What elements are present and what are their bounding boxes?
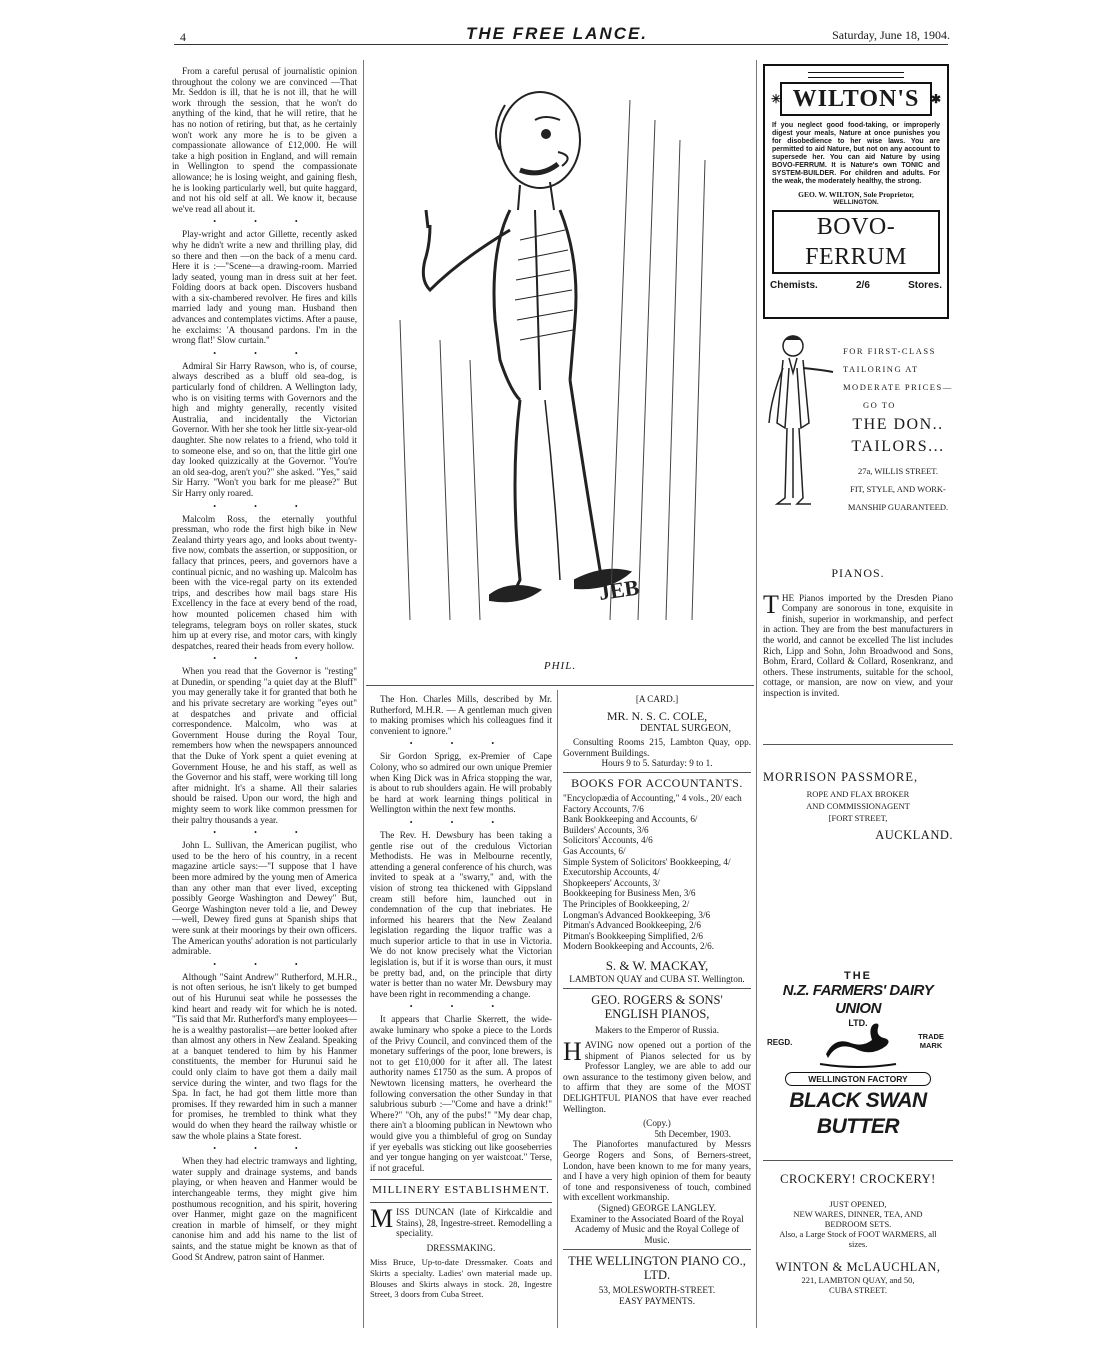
cartoon [370, 60, 750, 680]
pianos-title: PIANOS. [831, 568, 885, 580]
column-rule [363, 60, 364, 1328]
morrison-line-2: AND COMMISSIONAGENT [806, 801, 910, 811]
dropcap: T [763, 589, 779, 619]
tailor-figure-illustration [763, 328, 843, 518]
newspaper-title: THE FREE LANCE. [465, 24, 649, 43]
star-icon: ✱ [930, 92, 942, 106]
cartoon-signature: JEB [597, 574, 641, 605]
crockery-title: CROCKERY! CROCKERY! [780, 1172, 936, 1186]
separator: • • • [213, 654, 316, 664]
books-title: BOOKS FOR ACCOUNTANTS. [571, 775, 743, 790]
card-label: [A CARD.] [635, 694, 679, 704]
paragraph-mills: The Hon. Charles Mills, described by Mr. Rutherford, M.H.R. — A gentleman much given to making promises which his colleagues find it convenient to ignore." [370, 694, 552, 736]
winton-name: WINTON & McLAUCHLAN, [775, 1260, 941, 1274]
pianos-body: HE Pianos imported by the Dresden Piano Company are sonorous in tone, exquisite in finish, superior in workmanship, and perfect in action. They are from the best manufacturers in the world, and cannot be excelled The list includes Rich, Lipp and Sohn, John Broadwood and Sons, Bohm, Erard, Collard & Collard, Rosenkranz, and others. These instruments, suitable for the school, cottage, or mansion, are now on view, and your inspection is invited. [763, 592, 953, 698]
morrison-line-3: [FORT STREET, [828, 813, 888, 823]
issue-date: Saturday, June 18, 1904. [832, 28, 950, 42]
don-line-2: TAILORING AT [843, 364, 919, 374]
millinery-title: MILLINERY ESTABLISHMENT. [372, 1184, 550, 1197]
copy-role: Examiner to the Associated Board of the Royal Academy of Music and the Royal College of Music. [570, 1213, 744, 1245]
don-tailors-ad [763, 328, 953, 518]
book-item: Solicitors' Accounts, 4/6 [563, 835, 653, 846]
paragraph-sullivan: John L. Sullivan, the American pugilist, who used to be the hero of his country, in a recent magazine article says:—"I suppose that I have been more admired by the young men of America than any other man that ever lived, excepting possibly George Washington and Dewey" But, George Washington never told a lie, and Dewey—well, Dewey fired guns at Spanish ships that were sunk at their moorings by their own officers. The American youths' adoration is not particularly admirable. [172, 840, 357, 957]
wpc-payments: EASY PAYMENTS. [618, 1295, 696, 1306]
paragraph-rawson: Admiral Sir Harry Rawson, who is, of course, always described as a bluff old sea-dog, is particularly fond of children. A Wellington lady, who is on visiting terms with Governors and the high and mighty generally, recently visited Australia, and incidentally the Victorian Governor. With her she took her little six-year-old daughter. She now relates to a friend, who told it to someone else, and so on, that the little girl one day looked quizzically at the Governor. "You're an old sea-dog, aren't you?" she asked. "Yes," said Sir Harry. "Won't you bark for me please?" But Sir Harry only roared. [172, 360, 357, 498]
don-address: 27a, WILLIS STREET. [858, 466, 938, 476]
paragraph-sprigg: Sir Gordon Sprigg, ex-Premier of Cape Colony, who so admired our own unique Premier when King Dick was in Africa stopping the war, is about to rub shoulders again. He will probably be hard at work learning things political in Wellington within the next few months. [370, 751, 552, 815]
ornament-rule [808, 72, 904, 78]
dressmaking-title: DRESSMAKING. [426, 1242, 496, 1253]
separator: • • • [409, 739, 513, 749]
separator: • • • [213, 348, 316, 358]
card-title: DENTAL SURGEON, [639, 722, 731, 734]
section-rule [366, 685, 754, 686]
dropcap: H [563, 1037, 582, 1067]
books-list [563, 793, 751, 952]
crockery-line-1: JUST OPENED, [829, 1199, 887, 1209]
wiltons-city: WELLINGTON. [833, 199, 879, 206]
card-name: MR. N. S. C. COLE, [606, 708, 708, 723]
don-line-4: GO TO [863, 400, 896, 410]
separator: • • • [213, 501, 316, 511]
separator: • • • [213, 1144, 316, 1154]
don-name [843, 414, 953, 458]
section-rule [763, 1160, 953, 1161]
separator: • • • [409, 817, 513, 827]
don-line-1: FOR FIRST-CLASS [843, 346, 936, 356]
cartoon-illustration [370, 60, 750, 680]
book-item: Bank Bookkeeping and Accounts, 6/ [563, 814, 698, 825]
bovo-price: 2/6 [855, 280, 870, 291]
header-rule [174, 44, 948, 45]
book-item: Longman's Advanced Bookkeeping, 3/6 [563, 909, 711, 920]
don-text [843, 342, 953, 414]
wpc-address: 53, MOLESWORTH-STREET. [598, 1285, 716, 1296]
crockery-line-2: NEW WARES, DINNER, TEA, AND BEDROOM SETS. [793, 1209, 923, 1229]
don-line-3: MODERATE PRICES— [843, 382, 953, 392]
column-rule [557, 690, 558, 1328]
don-line-6: MANSHIP GUARANTEED. [847, 502, 949, 512]
wpc-name: THE WELLINGTON PIANO CO., LTD. [568, 1254, 746, 1283]
butter-ad [763, 970, 953, 1138]
column-1 [172, 66, 357, 1330]
book-item: Executorship Accounts, 4/ [563, 867, 660, 878]
butter-union: N.Z. FARMERS' DAIRY UNION [782, 982, 934, 1017]
book-item: Shopkeepers' Accounts, 3/ [563, 877, 660, 888]
morrison-name: MORRISON PASSMORE, [763, 770, 919, 784]
book-item: Bookkeeping for Business Men, 3/6 [563, 888, 696, 899]
pianos-text [763, 589, 953, 699]
book-item: Factory Accounts, 7/6 [563, 803, 644, 814]
swan-icon [818, 1020, 898, 1070]
morrison-city: AUCKLAND. [875, 828, 953, 842]
dropcap: M [370, 1203, 394, 1233]
bovo-chemists: Chemists. [770, 280, 818, 291]
cartoon-caption: PHIL. [543, 660, 577, 672]
don-line-5: FIT, STYLE, AND WORK- [850, 484, 946, 494]
section-rule [763, 744, 953, 745]
book-item: Simple System of Solicitors' Bookkeeping, 4/ [563, 856, 731, 867]
card-body: Consulting Rooms 215, Lambton Quay, opp. Government Buildings. [563, 737, 751, 758]
copy-label: (Copy.) [643, 1118, 671, 1129]
book-item: Modern Bookkeeping and Accounts, 2/6. [563, 941, 715, 952]
paragraph-seddon: From a careful perusal of journalistic opinion throughout the colony we are convinced —That Mr. Seddon is ill, that he is not ill, that he will work through the session, that he won't do anything of the kind, that he will retire, that he has no notion of retiring, but that, as he certainly won't work any more he is to be given a compassionate allowance of £12,000. He will take a high position in England, and will remain in Wellington to spend the compassionate allowance; he is losing weight, and gaining flesh, he is looking particularly well, but quite haggard, and not his old self at all. We know it, because we've read all about it. [172, 66, 357, 214]
butter-brand: BLACK SWAN BUTTER [789, 1089, 927, 1138]
bovo-title: BOVO-FERRUM [772, 210, 940, 274]
wiltons-proprietor: GEO. W. WILTON, Sole Proprietor, [798, 190, 914, 199]
butter-factory: WELLINGTON FACTORY [785, 1072, 931, 1086]
rogers-body: AVING now opened out a portion of the shipment of Pianos selected for us by Professor Langley, we are able to add our own assurance to the testimony given below, and to affirm that they are some of the MOST DELIGHTFUL PIANOS that have ever reached Wellington. [563, 1040, 751, 1114]
paragraph-dewsbury: The Rev. H. Dewsbury has been taking a gentle rise out of the credulous Victorian Methodists. He was in Melbourne recently, attending a general conference of his church, was invited to speak at a "swarry," and, with the vision of strong tea thickened with Gippsland cream still before him, launched out in condemnation of the cup that inebriates. He informed his hearers that the New Zealand legislation regarding the liquor traffic was a much superior article to that in use in Victoria. We do not know precisely what the Victorian legislation is, but if it is worse than ours, it must be pretty bad, and, on the principle that dirty water is better than no water Mr. Dewsbury may have been right in recommending a change. [370, 829, 552, 999]
rogers-ad [563, 1037, 751, 1114]
column-3 [563, 694, 751, 1334]
butter-trademark: TRADE MARK [918, 1032, 944, 1050]
page-number: 4 [180, 30, 186, 44]
column-2 [370, 694, 552, 1334]
crockery-line-3: Also, a Large Stock of FOOT WARMERS, all sizes. [779, 1229, 937, 1249]
card-hours: Hours 9 to 5. Saturday: 9 to 1. [601, 758, 713, 769]
don-name-1: THE DON.. [852, 416, 944, 433]
paragraph-skerrett: It appears that Charlie Skerrett, the wide-awake luminary who spoke a piece to the Lords of the Privy Council, and convinced them of the monetary sufferings of the poor, lone brewers, is not to get £10,000 for it after all. The latest authority names £1750 as the sum. A propos of Newtown licensing matters, he overheard the following conversation the other Sunday in that salubrious suburb :—"Come and have a drink!" Where?" "Oh, any of the pubs!" "My dear chap, there ain't a blooming publican in Newtown who would give you a thimbleful of grog on Sunday if yer eyeballs was sticking out like gooseberries and yer tongue hanging on yer waistcoat." Terse, if not graceful. [370, 1014, 552, 1173]
separator: • • • [213, 217, 316, 227]
millinery-ad [370, 1203, 552, 1239]
don-footer [843, 462, 953, 516]
crockery-ad [763, 1172, 953, 1295]
copy-date: 5th December, 1903. [654, 1128, 731, 1139]
section-rule [563, 1249, 751, 1250]
wiltons-title: WILTON'S [792, 86, 920, 112]
star-icon: ✳ [771, 92, 783, 106]
column-rule [756, 60, 757, 1328]
mackay-name: S. & W. MACKAY, [605, 957, 709, 973]
copy-signature: (Signed) GEORGE LANGLEY. [598, 1202, 716, 1213]
book-item: Gas Accounts, 6/ [563, 845, 626, 856]
butter-ltd: LTD. [848, 1018, 868, 1028]
paragraph-gillette: Play-wright and actor Gillette, recently asked why he didn't write a new and thrilling play, did so there and then —on the back of a menu card. Here it is :—"Scene—a drawing-room. Married lady seated, young man in dress suit at her feet. Folding doors at back open. Discovers husband with a six-chambered revolver. He fires and kills married lady and young man. Husband then advances and contemplates victims. After a pause, he exclaims: 'A thousand pardons. I'm in the wrong flat!' Slow curtain." [172, 229, 357, 346]
bovo-footer [768, 280, 944, 291]
paragraph-hanmer: When they had electric tramways and lighting, water supply and drainage systems, and bands playing, or when heaven and Hanmer would be interchangeable terms, they might give him posthumous recognition, and his spirit, hovering over Hanmer, might gaze on the magnificent creation in marble of himself, or they might canonise him and add his name to the list of saints, and the statue might be known as that of Good St Andrew, patron saint of Hanmer. [172, 1156, 357, 1262]
butter-the: THE [844, 970, 872, 982]
morrison-ad [763, 770, 953, 842]
book-item: Pitman's Advanced Bookkeeping, 2/6 [563, 920, 701, 931]
wiltons-body: If you neglect good food-taking, or improperly digest your meals, Nature at once punishes you for disobedience to her wise laws. You are permitted to aid Nature, but not on any account to supersede her. You can aid Nature by using BOVO-FERRUM. It is Nature's own TONIC and SYSTEM-BUILDER. For children and adults. For the weak, the moderately healthy, the strong. [772, 122, 940, 185]
separator: • • • [409, 1002, 513, 1012]
book-item: "Encyclopædia of Accounting," 4 vols., 20/ each [563, 792, 742, 803]
rogers-subtitle: Makers to the Emperor of Russia. [594, 1025, 719, 1036]
section-rule [370, 1202, 552, 1203]
butter-regd: REGD. [767, 1038, 793, 1047]
paragraph-ross: Malcolm Ross, the eternally youthful pressman, who rode the first high bike in New Zealand thirty years ago, and looks about twenty-five now, combats the assertion, or supposition, or fallacy that princes, peers, and governors have a continual picnic, and no washing up. Malcolm has been with the vice-regal party on its extended trips, and describes how mail bags stare His Excellency in the face at every bend of the road, how mounted policemen chased him with telegrams, telegram boys on roller skates, stuck him up at every rise, and motor cars, with kingly despatches, reared their heads from every hollow. [172, 513, 357, 651]
millinery-body: ISS DUNCAN (late of Kirkcaldie and Stains), 28, Ingestre-street. Remodelling a speciality. [396, 1206, 552, 1239]
paragraph-governor: When you read that the Governor is "resting" at Dunedin, or spending "a quiet day at the Bluff" you may generally take it for granted that both he and his private secretary are working "eyes out" at despatches and private and official correspondence. Malcolm, who was at Government House during the Royal Tour, remembers how when the newspapers announced that the Duke of York spent a quiet evening at Government House, he and his staff, as well as the Governor and his staff, were working till long after midnight. It's a shame. All their salaries should be raised. Upon our word, the high and mighty seem to work like common pressmen for their paltry thousands a year. [172, 666, 357, 825]
pianos-ad [763, 568, 953, 738]
section-rule [370, 1179, 552, 1180]
wiltons-title-box [771, 82, 942, 116]
wiltons-ad [763, 64, 949, 319]
bovo-stores: Stores. [908, 280, 942, 291]
morrison-line-1: ROPE AND FLAX BROKER [806, 789, 910, 799]
mackay-address: LAMBTON QUAY and CUBA ST. Wellington. [569, 973, 745, 984]
winton-address: 221, LAMBTON QUAY, and 50, CUBA STREET. [801, 1275, 915, 1295]
book-item: Builders' Accounts, 3/6 [563, 824, 649, 835]
separator: • • • [213, 828, 316, 838]
book-item: Pitman's Bookkeeping Simplified, 2/6 [563, 930, 703, 941]
separator: • • • [213, 959, 316, 969]
copy-body: The Pianofortes manufactured by Messrs George Rogers and Sons, of Berners-street, London, have been known to me for many years, and I have a very high opinion of them for beauty of tone and responsiveness of touch, combined with excellent workmanship. [563, 1139, 751, 1203]
section-rule [563, 988, 751, 989]
book-item: The Principles of Bookkeeping, 2/ [563, 898, 690, 909]
rogers-title: GEO. ROGERS & SONS' ENGLISH PIANOS, [591, 993, 723, 1022]
dressmaking-body: Miss Bruce, Up-to-date Dressmaker. Coats and Skirts a specialty. Ladies' own material made up. Blouses and Skirts always in stock. 28, Ingestre Street, 3 doors from Cuba Street. [370, 1257, 552, 1300]
paragraph-rutherford: Although "Saint Andrew" Rutherford, M.H.R., is not often serious, he isn't likely to get bumped out of his Hurunui seat while he possesses the kind heart and ready wit for which he is noted. "Tis said that Mr. Rutherford's many employees—he is a wealthy pastoralist—are better looked after than almost any others in New Zealand. Speaking at a banquet tendered to him by his Hanmer constituents, the member for Hurunui said he could only claim to have got them a daily mail service during the winter, and two flags for the Spa. In fact, he had got them little more than promises. If they rewarded him in such a manner for promises, he trembled to think what they would do when they heard the railway whistle or saw the whole plains a State forest. [172, 971, 357, 1141]
don-name-2: TAILORS... [851, 438, 945, 455]
section-rule [563, 772, 751, 773]
